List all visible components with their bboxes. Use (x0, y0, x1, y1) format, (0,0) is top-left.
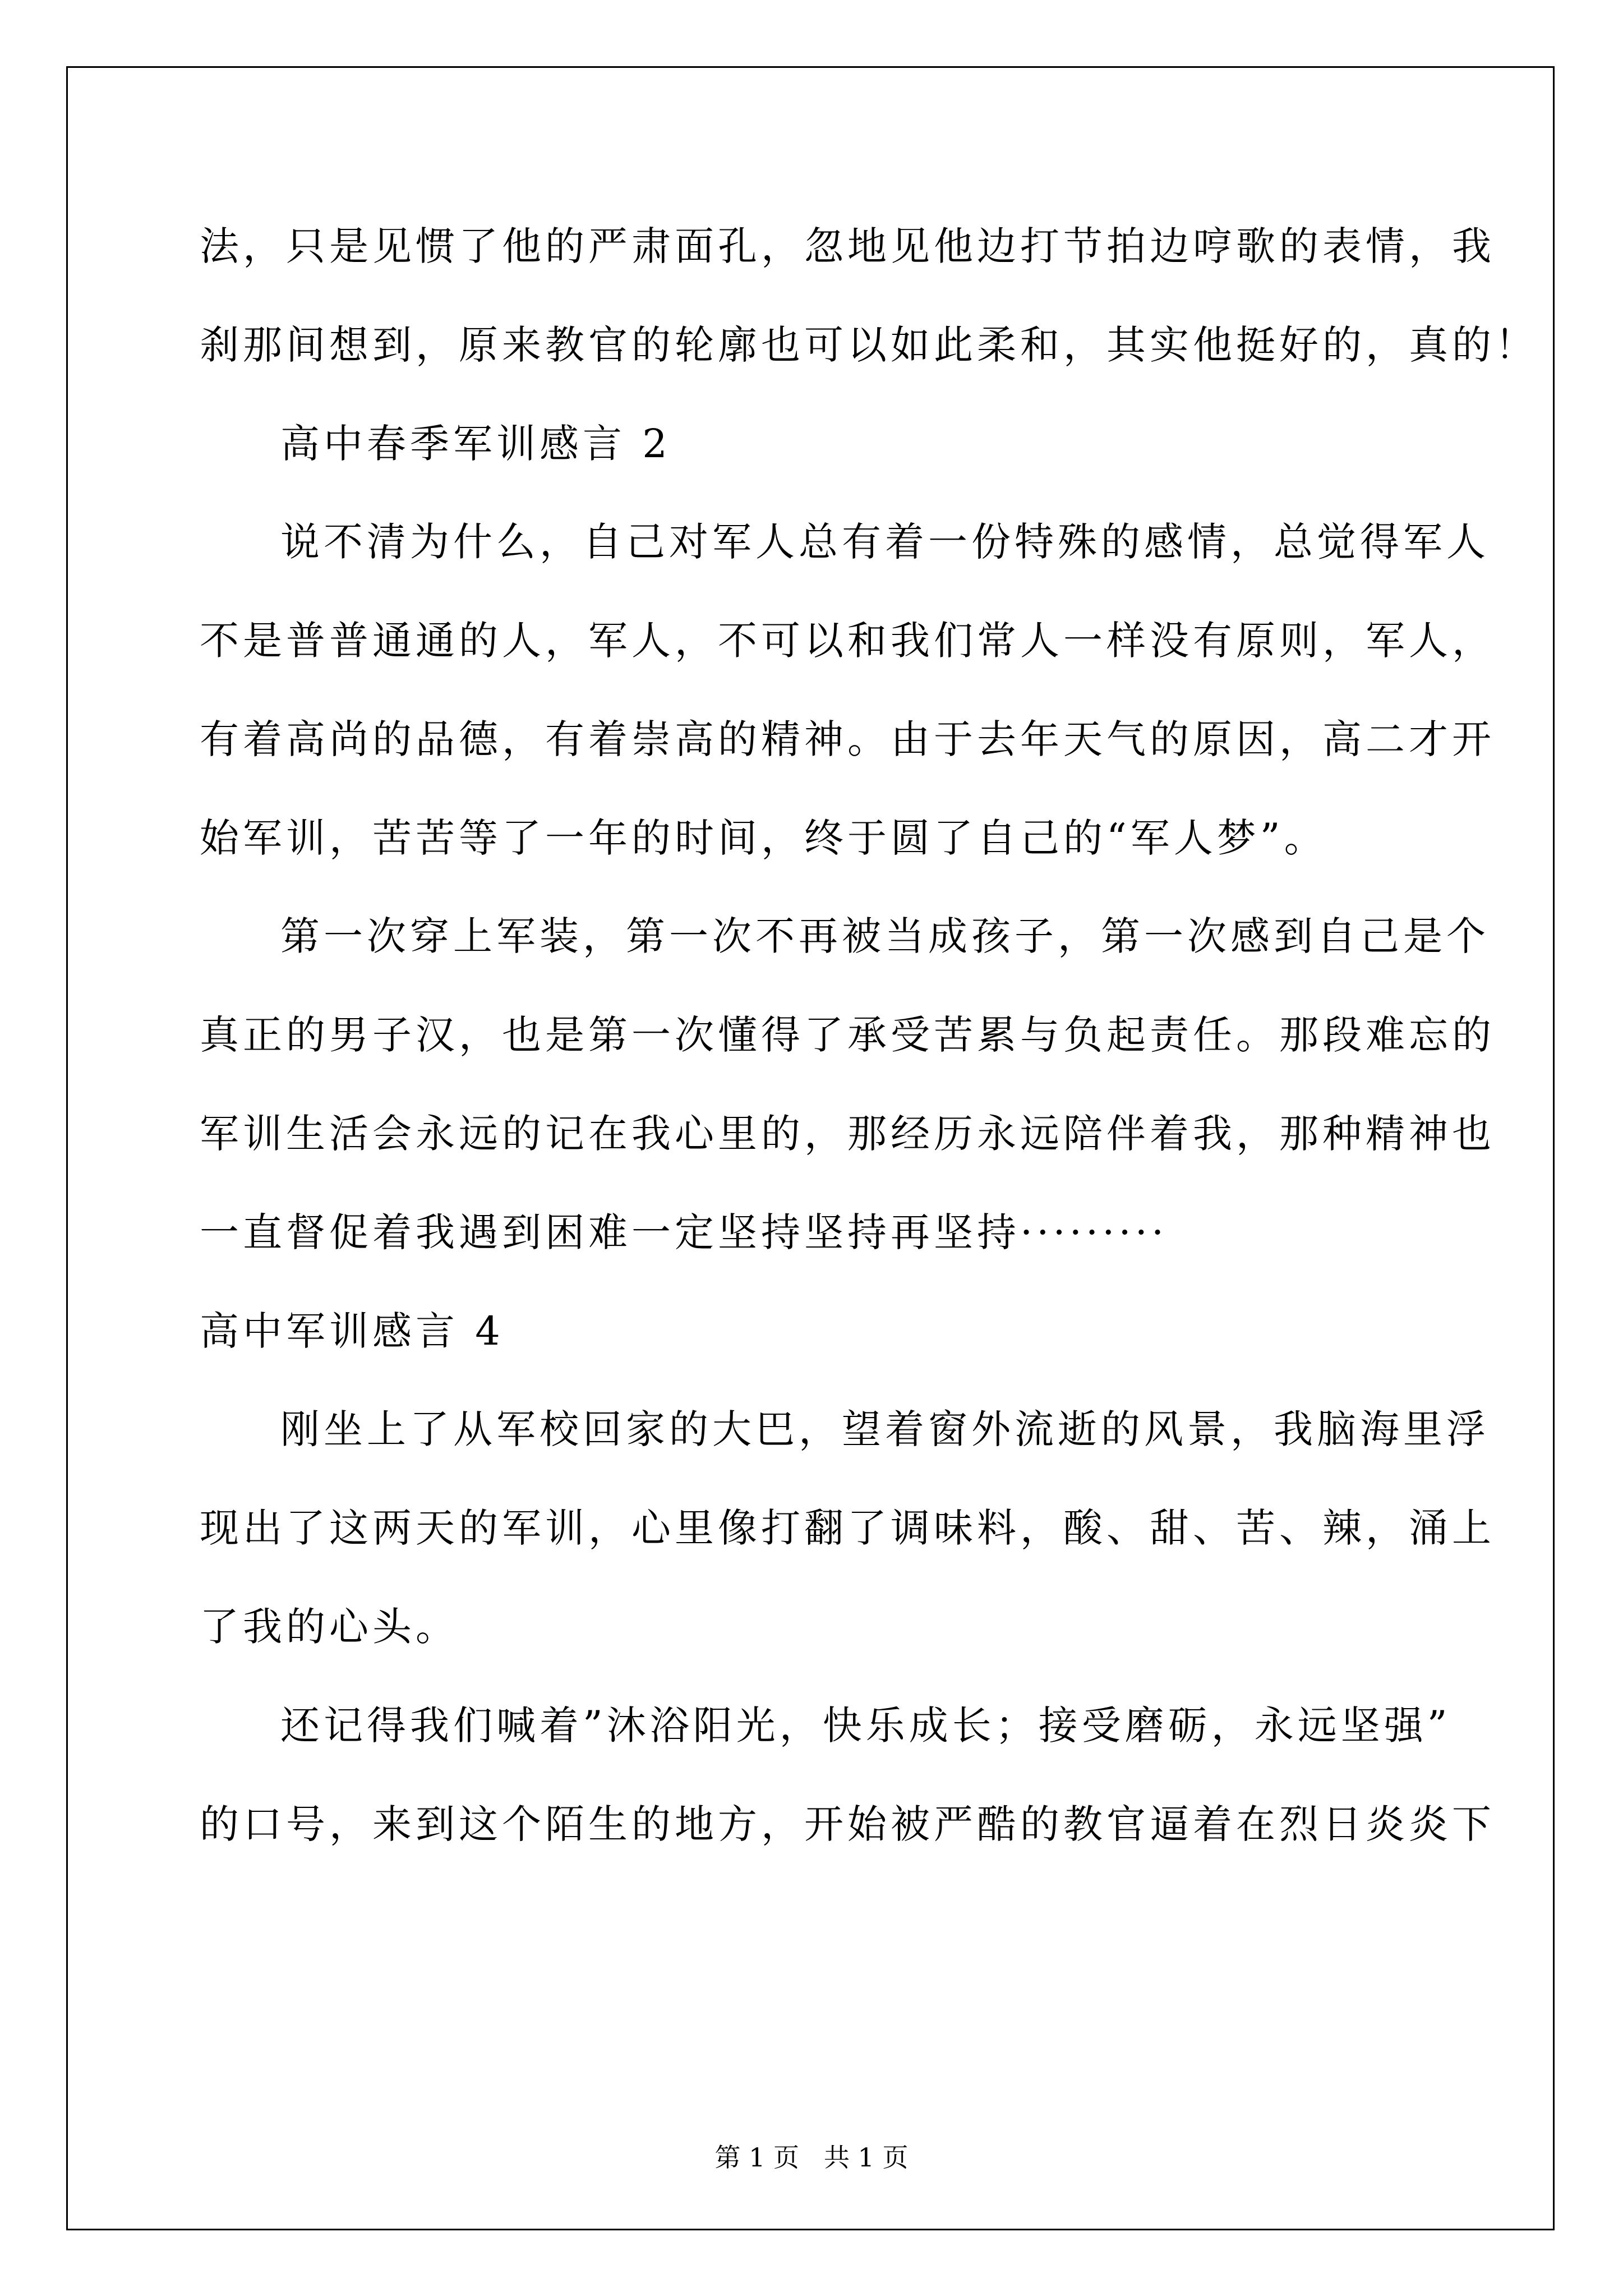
text-line: 始军训，苦苦等了一年的时间，终于圆了自己的“军人梦”。 (200, 815, 1327, 861)
page-footer (0, 2142, 1623, 2173)
paragraph-start: 还记得我们喊着”沐浴阳光，快乐成长；接受磨砺，永远坚强” (280, 1703, 1451, 1749)
page-total: 共 1 页 (824, 2142, 909, 2173)
section-heading: 高中军训感言 4 (200, 1308, 504, 1354)
text-line: 真正的男子汉，也是第一次懂得了承受苦累与负起责任。那段难忘的 (200, 1012, 1495, 1058)
page-number: 第 1 页 (714, 2142, 799, 2173)
text-line: 一直督促着我遇到困难一定坚持坚持再坚持········· (200, 1209, 1168, 1255)
paragraph-start: 第一次穿上军装，第一次不再被当成孩子，第一次感到自己是个 (280, 913, 1490, 959)
text-line: 法，只是见惯了他的严肃面孔，忽地见他边打节拍边哼歌的表情，我 (200, 223, 1495, 269)
text-line: 了我的心头。 (200, 1604, 459, 1650)
paragraph-start: 刚坐上了从军校回家的大巴，望着窗外流逝的风景，我脑海里浮 (280, 1406, 1490, 1452)
text-line: 的口号，来到这个陌生的地方，开始被严酷的教官逼着在烈日炎炎下 (200, 1801, 1495, 1847)
text-line: 不是普普通通的人，军人，不可以和我们常人一样没有原则，军人， (200, 618, 1495, 664)
text-line: 现出了这两天的军训，心里像打翻了调味料，酸、甜、苦、辣，涌上 (200, 1505, 1495, 1551)
text-line: 刹那间想到，原来教官的轮廓也可以如此柔和，其实他挺好的，真的！ (200, 322, 1538, 368)
text-line: 有着高尚的品德，有着崇高的精神。由于去年天气的原因，高二才开 (200, 716, 1495, 762)
section-heading: 高中春季军训感言 2 (280, 421, 671, 467)
text-line: 军训生活会永远的记在我心里的，那经历永远陪伴着我，那种精神也 (200, 1111, 1495, 1157)
paragraph-start: 说不清为什么，自己对军人总有着一份特殊的感情，总觉得军人 (280, 519, 1490, 565)
